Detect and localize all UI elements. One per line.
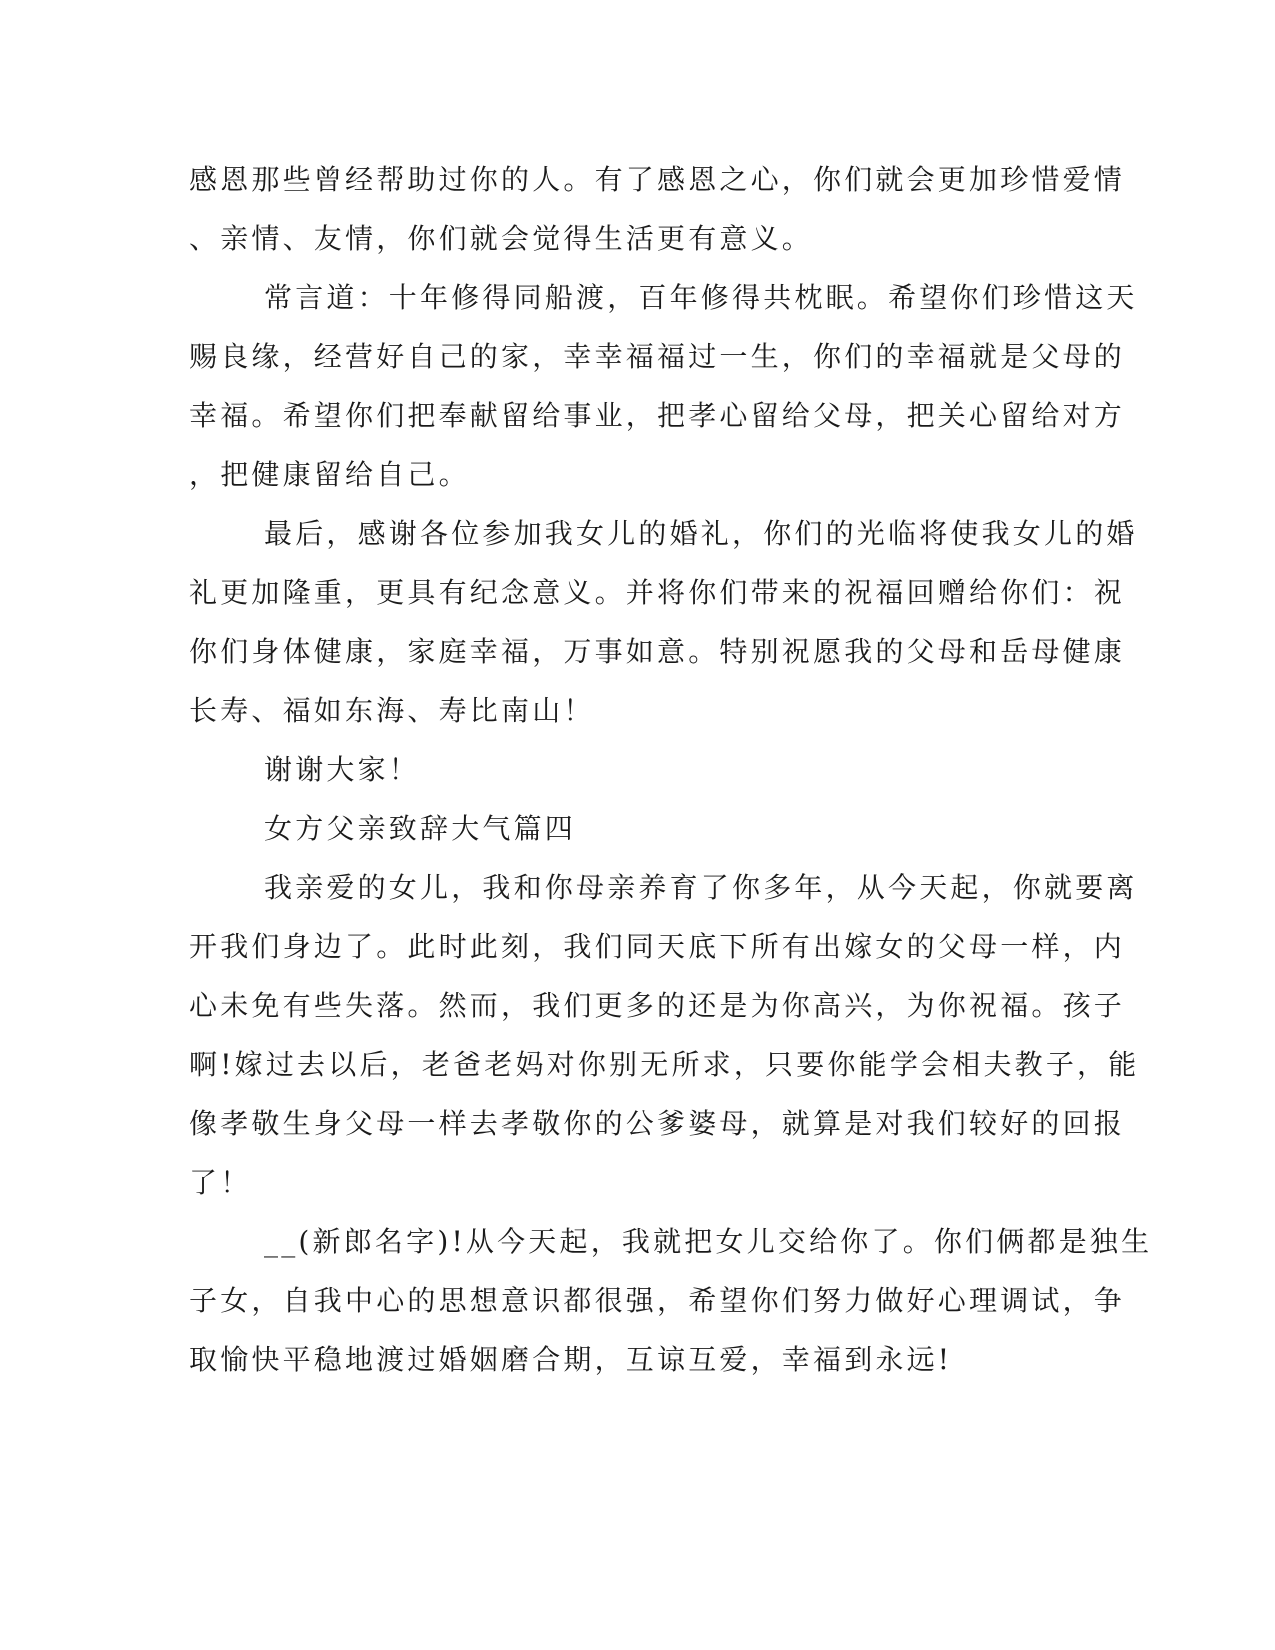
text-line: 、亲情、友情，你们就会觉得生活更有意义。	[189, 222, 814, 255]
paragraph-start-line: __(新郎名字)!从今天起，我就把女儿交给你了。你们俩都是独生	[264, 1225, 1153, 1258]
text-line: 子女，自我中心的思想意识都很强，希望你们努力做好心理调试，争	[189, 1284, 1126, 1317]
text-line: 赐良缘，经营好自己的家，幸幸福福过一生，你们的幸福就是父母的	[189, 340, 1126, 373]
text-line: 啊!嫁过去以后，老爸老妈对你别无所求，只要你能学会相夫教子，能	[189, 1048, 1140, 1081]
text-line: 了！	[189, 1166, 252, 1199]
paragraph-start-line: 我亲爱的女儿，我和你母亲养育了你多年，从今天起，你就要离	[264, 871, 1138, 904]
paragraph-start-line: 最后，感谢各位参加我女儿的婚礼，你们的光临将使我女儿的婚	[264, 517, 1138, 550]
text-line: 开我们身边了。此时此刻，我们同天底下所有出嫁女的父母一样，内	[189, 930, 1126, 963]
text-line: 你们身体健康，家庭幸福，万事如意。特别祝愿我的父母和岳母健康	[189, 635, 1126, 668]
text-line: 感恩那些曾经帮助过你的人。有了感恩之心，你们就会更加珍惜爱情	[189, 163, 1126, 196]
text-line: 长寿、福如东海、寿比南山！	[189, 694, 595, 727]
section-title: 女方父亲致辞大气篇四	[264, 812, 577, 845]
paragraph-start-line: 常言道：十年修得同船渡，百年修得共枕眠。希望你们珍惜这天	[264, 281, 1138, 314]
text-line: 礼更加隆重，更具有纪念意义。并将你们带来的祝福回赠给你们：祝	[189, 576, 1126, 609]
text-line: 幸福。希望你们把奉献留给事业，把孝心留给父母，把关心留给对方	[189, 399, 1126, 432]
thanks-line: 谢谢大家！	[264, 753, 421, 786]
text-line: ，把健康留给自己。	[189, 458, 470, 491]
text-line: 取愉快平稳地渡过婚姻磨合期，互谅互爱，幸福到永远!	[189, 1343, 953, 1376]
text-line: 像孝敬生身父母一样去孝敬你的公爹婆母，就算是对我们较好的回报	[189, 1107, 1126, 1140]
text-line: 心未免有些失落。然而，我们更多的还是为你高兴，为你祝福。孩子	[189, 989, 1126, 1022]
